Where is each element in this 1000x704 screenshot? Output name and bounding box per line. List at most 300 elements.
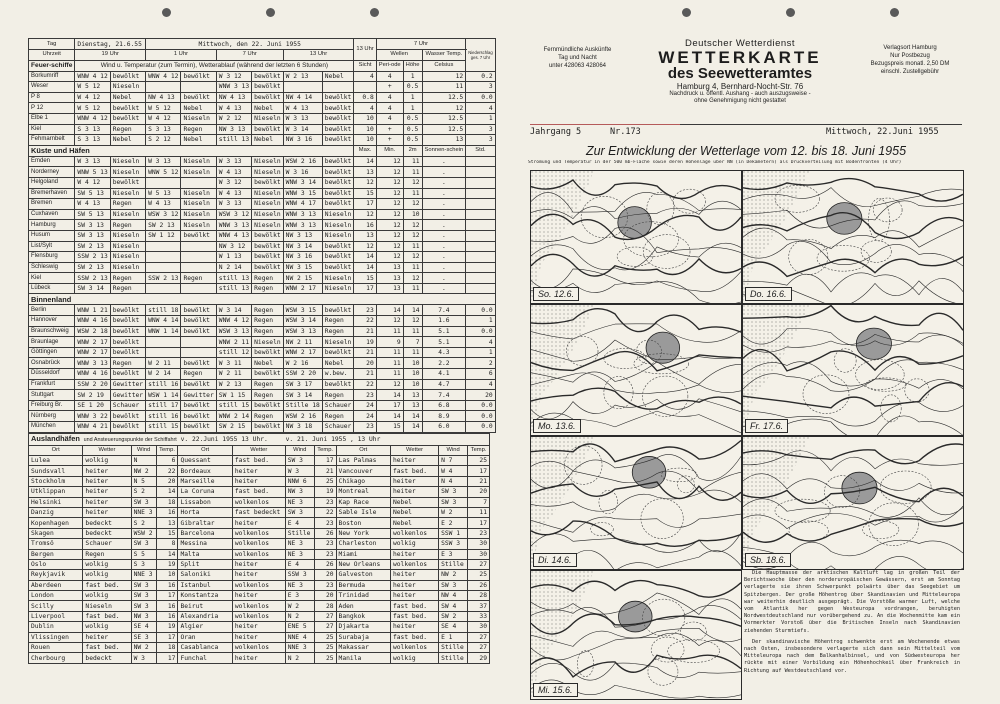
weather-1 xyxy=(181,252,216,263)
port-name: Alexandria xyxy=(178,611,232,621)
hoehe: 0.5 xyxy=(403,135,422,146)
contour-ring xyxy=(869,503,919,546)
port-name: Oran xyxy=(178,632,232,642)
table-row xyxy=(29,400,496,411)
isobar-drawing xyxy=(743,437,963,569)
port-name: Makassar xyxy=(336,643,390,653)
port-temp: 19 xyxy=(156,622,178,632)
sonnenschein: . xyxy=(422,283,466,294)
port-temp: 27 xyxy=(468,559,490,569)
min-temp: 12 xyxy=(376,167,403,178)
table-row xyxy=(29,305,496,316)
ausland-rows xyxy=(29,455,490,663)
wind-19: W 4 12 xyxy=(75,177,110,188)
wind-13: NW 2 11 xyxy=(283,337,322,348)
port-wind: E 3 xyxy=(439,549,468,559)
ort-header: Ort xyxy=(178,445,232,455)
table-row xyxy=(29,390,496,401)
table-row xyxy=(29,507,490,517)
port-weather: heiter xyxy=(83,632,131,642)
port-wind: SW 3 xyxy=(285,455,314,465)
sonnenschein: 7.4 xyxy=(422,390,466,401)
wind-13: Stille 18 xyxy=(283,400,322,411)
niederschlag xyxy=(466,209,495,220)
wind-19: WNW 2 17 xyxy=(75,347,110,358)
wind-1: W 4 12 xyxy=(146,113,181,124)
max-temp: 14 xyxy=(354,252,376,263)
hoehe-header: Höhe xyxy=(403,60,422,71)
weather-1: bewölkt xyxy=(181,92,216,103)
weather-13: Regen xyxy=(322,390,354,401)
wasser-temp: 12.5 xyxy=(422,113,466,124)
max-temp: 24 xyxy=(354,411,376,422)
min-temp: 11 xyxy=(376,326,403,337)
weather-19: bewölkt xyxy=(110,177,145,188)
stipple-area xyxy=(531,571,594,699)
port-temp: 18 xyxy=(156,497,178,507)
weather-13: bewölkt xyxy=(322,124,354,135)
max-header: Max. xyxy=(354,145,376,156)
masthead-center xyxy=(630,38,850,105)
weather-13: bewölkt xyxy=(322,347,354,358)
wind-19: W 5 12 xyxy=(75,82,110,93)
sonnenschein: . xyxy=(422,177,466,188)
wind-19: SE 1 20 xyxy=(75,400,110,411)
description-paragraph: Der skandinavische Höhentrog schwenkte erst am Wochenende etwas nach Osten, insbesondere verlagerte sich dann sein Mittelteil vom Mitteleuropa nach dem Balkanhalbinsel, und von Südwesteuropa her rückte mit einer Vorbildung ein Höhenhochkeil über Frankreich in Richtung auf Westdeutschland vor. xyxy=(744,638,960,674)
port-wind: E 1 xyxy=(439,632,468,642)
weather-13: Nebel xyxy=(322,71,354,82)
niederschlag: 4 xyxy=(466,103,495,114)
weather-description xyxy=(744,570,960,698)
table-row xyxy=(29,559,490,569)
sonnenschein: . xyxy=(422,167,466,178)
hoehe: 0.5 xyxy=(403,113,422,124)
min-5cm: 10 xyxy=(403,358,422,369)
weather-1: Regen xyxy=(181,124,216,135)
weather-19: Regen xyxy=(110,273,145,284)
min-temp: 12 xyxy=(376,220,403,231)
max-temp: 23 xyxy=(354,422,376,433)
port-name: Galveston xyxy=(336,570,390,580)
weather-19: Nieseln xyxy=(110,82,145,93)
port-name: Konstantza xyxy=(178,591,232,601)
isobar-drawing xyxy=(743,171,963,303)
wind-13: NW 3 16 xyxy=(283,135,322,146)
ausland-date2: v. 21. Juni 1955 , 13 Uhr xyxy=(285,435,381,443)
wind-1 xyxy=(146,347,181,358)
time-1-header: 1 Uhr xyxy=(146,50,217,61)
wind-13: NW 3 14 xyxy=(283,241,322,252)
port-temp: 28 xyxy=(314,601,336,611)
port-name: Split xyxy=(178,559,232,569)
weather-7: bewölkt xyxy=(252,252,284,263)
port-weather: heiter xyxy=(390,455,438,465)
port-weather: fast bed. xyxy=(232,455,285,465)
port-temp: 25 xyxy=(314,632,336,642)
wind-7: W 2 12 xyxy=(216,113,251,124)
station-name: Braunlage xyxy=(29,337,75,348)
weather-map xyxy=(742,304,964,436)
weather-13: Nieseln xyxy=(322,220,354,231)
isobar-line xyxy=(531,655,741,677)
max-temp: 13 xyxy=(354,230,376,241)
periode: + xyxy=(376,135,403,146)
port-wind: Stille xyxy=(285,528,314,538)
table-row xyxy=(29,177,496,188)
feuerschiffe-rows xyxy=(29,71,496,145)
wasser-temp: 13 xyxy=(422,135,466,146)
port-temp: 25 xyxy=(314,643,336,653)
wasser-temp: 12.5 xyxy=(422,92,466,103)
max-temp: 23 xyxy=(354,305,376,316)
port-weather: heiter xyxy=(83,497,131,507)
isobar-drawing xyxy=(743,305,963,435)
niederschlag: 1 xyxy=(466,347,495,358)
port-name: Surabaja xyxy=(336,632,390,642)
weather-map xyxy=(530,170,742,304)
port-name: Algier xyxy=(178,622,232,632)
periode-header: Peri-ode xyxy=(376,60,403,71)
isobar-line xyxy=(531,521,741,546)
weather-13 xyxy=(322,82,354,93)
max-temp: 17 xyxy=(354,283,376,294)
port-wind: SW 3 xyxy=(131,591,156,601)
weather-7: Regen xyxy=(252,411,284,422)
wind-7: WNW 2 14 xyxy=(216,411,251,422)
weather-7: Nieseln xyxy=(252,209,284,220)
niederschlag: 20 xyxy=(466,390,495,401)
weather-1: Regen xyxy=(181,273,216,284)
station-name: Lübeck xyxy=(29,283,75,294)
port-wind: S 5 xyxy=(131,549,156,559)
wind-1 xyxy=(146,177,181,188)
table-row xyxy=(29,92,496,103)
niederschlag: 6 xyxy=(466,369,495,380)
weather-7: Nieseln xyxy=(252,199,284,210)
port-weather: Nebel xyxy=(390,497,438,507)
weather-13: bewölkt xyxy=(322,135,354,146)
port-weather: wolkenlos xyxy=(232,611,285,621)
port-temp: 17 xyxy=(156,591,178,601)
niederschlag: 3 xyxy=(466,82,495,93)
wind-13: NW 3 18 xyxy=(283,422,322,433)
wind-7: WSW 3 12 xyxy=(216,209,251,220)
dateline xyxy=(530,124,962,137)
weather-19: bewölkt xyxy=(110,411,145,422)
weather-1: bewölkt xyxy=(181,379,216,390)
port-name: Helsinki xyxy=(29,497,83,507)
port-temp: 27 xyxy=(468,643,490,653)
table-row xyxy=(29,82,496,93)
wind-1 xyxy=(146,241,181,252)
isobar-line xyxy=(531,399,741,419)
wind-7: W 3 13 xyxy=(216,199,251,210)
wind-13: W 4 13 xyxy=(283,103,322,114)
port-name: Kopenhagen xyxy=(29,518,83,528)
min-5cm: 7 xyxy=(403,337,422,348)
wind-1: W 5 13 xyxy=(146,188,181,199)
ausland-date1: v. 22.Juni 1955 13 Uhr. xyxy=(180,435,268,443)
station-name: Kiel xyxy=(29,273,75,284)
table-row xyxy=(29,326,496,337)
stipple-area xyxy=(531,437,594,569)
wind-13: WSW 2 16 xyxy=(283,156,322,167)
weather-1: bewölkt xyxy=(181,71,216,82)
niederschlag xyxy=(466,252,495,263)
punch-hole xyxy=(162,8,171,17)
col-7uhr-header: 7 Uhr xyxy=(376,39,465,50)
wind-7: still 13 xyxy=(216,283,251,294)
port-wind: NW 3 xyxy=(285,487,314,497)
contour-ring xyxy=(856,360,905,390)
weather-13: bewölkt xyxy=(322,167,354,178)
table-row xyxy=(29,113,496,124)
weather-19: Nieseln xyxy=(110,167,145,178)
punch-hole xyxy=(786,8,795,17)
wind-19: SW 3 13 xyxy=(75,220,110,231)
wind-1: still 15 xyxy=(146,422,181,433)
min-5cm: 11 xyxy=(403,167,422,178)
weather-13: bewölkt xyxy=(322,252,354,263)
port-weather: fast bed. xyxy=(390,466,438,476)
wind-7: W 2 13 xyxy=(216,379,251,390)
wind-13: WNW 2 17 xyxy=(283,347,322,358)
min-5cm: 13 xyxy=(403,400,422,411)
wasser-temp: 12 xyxy=(422,71,466,82)
weather-13: Schauer xyxy=(322,400,354,411)
weather-13: Nieseln xyxy=(322,230,354,241)
punch-holes xyxy=(0,8,1000,18)
port-temp: 7 xyxy=(468,497,490,507)
max-temp: 24 xyxy=(354,400,376,411)
wind-7: W 2 11 xyxy=(216,369,251,380)
weather-1: Nieseln xyxy=(181,188,216,199)
port-wind: SSW 3 xyxy=(285,570,314,580)
table-row xyxy=(29,316,496,327)
wind-1: WNW 1 14 xyxy=(146,326,181,337)
weather-13: bewölkt xyxy=(322,113,354,124)
port-wind: NE 3 xyxy=(285,497,314,507)
port-weather: heiter xyxy=(390,591,438,601)
max-temp: 12 xyxy=(354,209,376,220)
table-row xyxy=(29,209,496,220)
weather-1: bewölkt xyxy=(181,411,216,422)
station-name: Freiburg Br. xyxy=(29,400,75,411)
periode: + xyxy=(376,82,403,93)
wind-1: S 3 13 xyxy=(146,124,181,135)
port-wind: E 4 xyxy=(285,559,314,569)
cold-core xyxy=(646,332,680,363)
port-temp: 28 xyxy=(468,591,490,601)
wind-19: S 3 13 xyxy=(75,124,110,135)
weather-7: bewölkt xyxy=(252,92,284,103)
port-name: Oslo xyxy=(29,559,83,569)
weather-13: w.bew. xyxy=(322,369,354,380)
station-name: Emden xyxy=(29,156,75,167)
weather-1 xyxy=(181,337,216,348)
sonnenschein: . xyxy=(422,252,466,263)
port-name: Djakarta xyxy=(336,622,390,632)
wind-13: W 3 16 xyxy=(283,167,322,178)
weather-7: Nebel xyxy=(252,135,284,146)
weather-19: Nebel xyxy=(110,135,145,146)
port-weather: heiter xyxy=(232,476,285,486)
station-name: Cuxhaven xyxy=(29,209,75,220)
weather-19: bewölkt xyxy=(110,113,145,124)
wind-19: W 5 12 xyxy=(75,103,110,114)
port-name: Saloniki xyxy=(178,570,232,580)
table-row xyxy=(29,230,496,241)
max-temp: 21 xyxy=(354,326,376,337)
max-temp: 17 xyxy=(354,199,376,210)
port-weather: Nebel xyxy=(390,518,438,528)
port-name: Bordeaux xyxy=(178,466,232,476)
min-temp: 12 xyxy=(376,177,403,188)
port-name: Vlissingen xyxy=(29,632,83,642)
sicht: 4 xyxy=(354,103,376,114)
ausland-heading: Auslandhäfen xyxy=(31,433,80,443)
wind-7: WSW 3 13 xyxy=(216,326,251,337)
port-name: Beirut xyxy=(178,601,232,611)
port-name: Bangkok xyxy=(336,611,390,621)
weather-13: bewölkt xyxy=(322,241,354,252)
sicht: 4 xyxy=(354,71,376,82)
weather-19: bewölkt xyxy=(110,422,145,433)
port-weather: heiter xyxy=(83,476,131,486)
niederschlag xyxy=(466,241,495,252)
wind-1: SSW 2 13 xyxy=(146,273,181,284)
weather-7: Regen xyxy=(252,379,284,390)
port-temp: 18 xyxy=(156,643,178,653)
weather-7: Nieseln xyxy=(252,167,284,178)
ort-header: Ort xyxy=(29,445,83,455)
sonnenschein: . xyxy=(422,230,466,241)
weather-1: Nieseln xyxy=(181,199,216,210)
max-temp: 13 xyxy=(354,167,376,178)
wind-19: SW 3 13 xyxy=(75,230,110,241)
max-temp: 15 xyxy=(354,273,376,284)
cold-core xyxy=(856,328,891,359)
sonnenschein: . xyxy=(422,241,466,252)
port-name: Tromsö xyxy=(29,539,83,549)
min2m-header: 2m xyxy=(403,145,422,156)
table-row xyxy=(29,653,490,663)
min-temp: 14 xyxy=(376,390,403,401)
wind-13: W 3 14 xyxy=(283,124,322,135)
port-temp: 23 xyxy=(314,549,336,559)
port-wind: N 2 xyxy=(285,611,314,621)
station-name: P 8 xyxy=(29,92,75,103)
weather-1: bewölkt xyxy=(181,358,216,369)
port-name: Dublin xyxy=(29,622,83,632)
isobar-line xyxy=(743,383,963,408)
map-date-label: Sb. 18.6. xyxy=(745,553,791,567)
wind-13: WSW 3 14 xyxy=(283,316,322,327)
port-weather: fast bed. xyxy=(83,643,131,653)
port-temp: 20 xyxy=(156,476,178,486)
contour-ring xyxy=(673,189,705,213)
isobar-drawing xyxy=(531,171,741,303)
port-weather: heiter xyxy=(83,507,131,517)
weather-13: Regen xyxy=(322,326,354,337)
port-weather: heiter xyxy=(232,570,285,580)
periode: 4 xyxy=(376,92,403,103)
max-temp: 14 xyxy=(354,156,376,167)
jahrgang: Jahrgang 5 xyxy=(530,127,582,137)
port-name: Marseille xyxy=(178,476,232,486)
weather-7: bewölkt xyxy=(252,124,284,135)
max-temp: 22 xyxy=(354,316,376,327)
port-name: Casablanca xyxy=(178,643,232,653)
weather-19: Gewitter xyxy=(110,390,145,401)
min-5cm: 11 xyxy=(403,156,422,167)
hoehe: 0.5 xyxy=(403,124,422,135)
wind-13: WNW 3 13 xyxy=(283,209,322,220)
contour-ring xyxy=(834,349,856,373)
weather-19: Schauer xyxy=(110,400,145,411)
weather-1: Nieseln xyxy=(181,209,216,220)
wind-19: SW 3 14 xyxy=(75,283,110,294)
wind-19: WNW 4 16 xyxy=(75,369,110,380)
sonnenschein: 6.8 xyxy=(422,400,466,411)
sicht xyxy=(354,82,376,93)
max-temp: 20 xyxy=(354,358,376,369)
masthead-right-line: einschl. Zustellgebühr xyxy=(880,69,940,75)
sonnenschein: 1.6 xyxy=(422,316,466,327)
port-weather: bedeckt xyxy=(83,528,131,538)
port-wind: S 3 xyxy=(131,559,156,569)
port-temp: 25 xyxy=(468,570,490,580)
col-13uhr-header: 13 Uhr xyxy=(354,39,376,61)
map-date-label: Mi. 15.6. xyxy=(533,683,578,697)
port-temp: 16 xyxy=(156,611,178,621)
niederschlag: 0.0 xyxy=(466,326,495,337)
wind-7: still 12 xyxy=(216,347,251,358)
port-name: Sable Isle xyxy=(336,507,390,517)
port-weather: heiter xyxy=(390,549,438,559)
port-wind: NW 2 xyxy=(131,466,156,476)
weather-7: Regen xyxy=(252,273,284,284)
port-name: Cherbourg xyxy=(29,653,83,663)
weather-19: bewölkt xyxy=(110,326,145,337)
weather-19: bewölkt xyxy=(110,305,145,316)
weather-19: Nieseln xyxy=(110,188,145,199)
port-name: Reykjavik xyxy=(29,570,83,580)
binnenland-rows xyxy=(29,305,496,432)
station-name: Hamburg xyxy=(29,220,75,231)
wind-1: S 2 12 xyxy=(146,135,181,146)
wind-19: SW 5 13 xyxy=(75,188,110,199)
niederschlag xyxy=(466,230,495,241)
port-weather: heiter xyxy=(232,622,285,632)
sicht: 10 xyxy=(354,124,376,135)
port-temp: 15 xyxy=(156,528,178,538)
weather-7: Nieseln xyxy=(252,337,284,348)
sicht: 0.8 xyxy=(354,92,376,103)
weather-13: bewölkt xyxy=(322,156,354,167)
port-temp: 30 xyxy=(468,539,490,549)
station-name: Fehmarnbelt xyxy=(29,135,75,146)
wind-19: SSW 2 13 xyxy=(75,252,110,263)
station-name: Bremerhaven xyxy=(29,188,75,199)
port-weather: heiter xyxy=(232,591,285,601)
niederschlag xyxy=(466,220,495,231)
port-temp: 20 xyxy=(468,487,490,497)
map-date-label: Di. 14.6. xyxy=(533,553,577,567)
wind-1: still 16 xyxy=(146,379,181,390)
port-name: Aberdeen xyxy=(29,580,83,590)
port-weather: wolkenlos xyxy=(232,528,285,538)
